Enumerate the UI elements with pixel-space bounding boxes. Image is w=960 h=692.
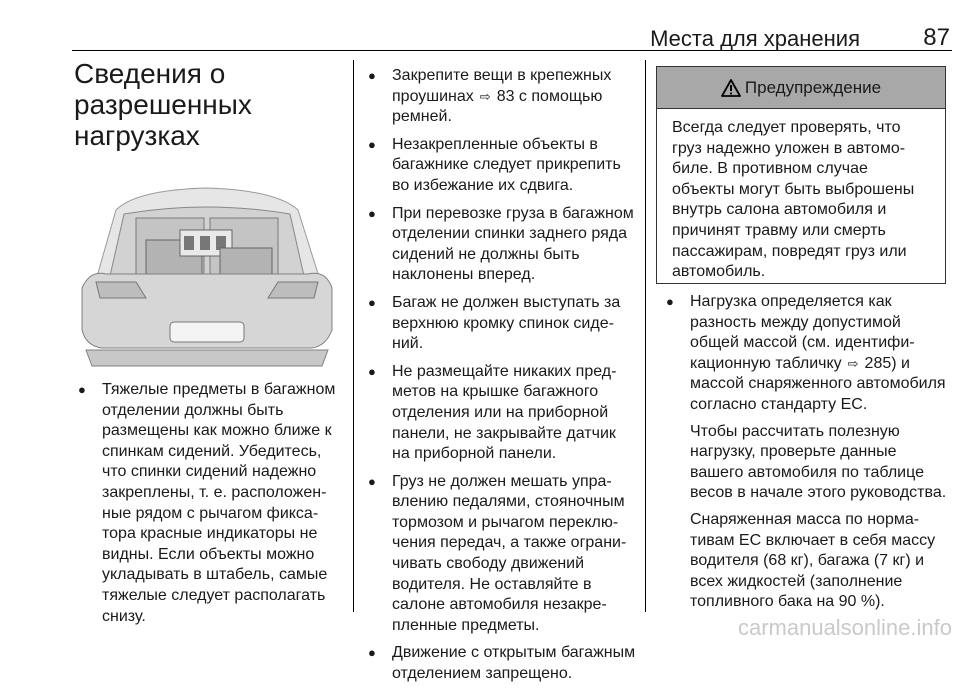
page-ref[interactable]: 285 [864, 354, 892, 372]
column-divider-2 [645, 60, 646, 612]
warning-triangle-icon [721, 79, 741, 97]
warning-text: Всегда следует проверять, что груз надежно уложен в автомобиле. В противном случае объекты могут быть выброшены внутрь салона автомобиля и причинят травму или смерть пассажирам, повредят груз или автомобиль. [672, 119, 915, 281]
page-ref-icon: ⇨ [479, 88, 491, 104]
warning-header [657, 67, 945, 109]
page-ref-icon: ⇨ [847, 355, 859, 371]
car-trunk-illustration [76, 170, 338, 370]
warning-box [656, 66, 946, 284]
warning-title: Предупреждение [744, 77, 882, 97]
running-title: Места для хранения [650, 26, 860, 51]
col3-bullets [664, 292, 954, 620]
list-item: ● Багаж не должен выступать за верхнюю кромку спинок сидений. [366, 293, 638, 355]
col1-bullets [76, 380, 342, 634]
col2-bullets [366, 66, 638, 692]
list-item: ● Незакрепленные объекты в багажнике следует прикрепить во избежание их сдвига. [366, 135, 638, 197]
column-divider-1 [353, 60, 354, 612]
list-item: ● Не размещайте никаких предметов на крышке багажного отделения или на приборной панели, не закрывайте датчик на приборной панели. [366, 362, 638, 465]
watermark: carmanualsonline.info [737, 615, 952, 640]
section-heading: Сведения о разрешенных нагрузках [74, 58, 252, 151]
list-item: ● Нагрузка определяется как разность между допустимой общей массой (см. идентификационную табличку ⇨ 285) и массой снаряженного автомобиля согласно стандарту ЕС. Чтобы рассчитать полезную нагрузку, проверьте данные вашего автомобиля по таблице весов в начале этого руководства. Снаряженная масса по нормативам ЕС включает в себя массу водителя (68 кг), багажа (7 кг) и всех жидкостей (заполнение топливного бака на 90 %). [664, 292, 954, 613]
list-item: ● Движение с открытым багажным отделением запрещено. [366, 643, 638, 684]
page-ref[interactable]: 83 [496, 87, 515, 105]
list-item: ● Закрепите вещи в крепежных проушинах ⇨ 83 с помощью ремней. [366, 66, 638, 128]
list-item: ● При перевозке груза в багажном отделении спинки заднего ряда сидений не должны быть наклонены вперед. [366, 204, 638, 286]
page-number: 87 [923, 24, 950, 51]
list-item: ● Груз не должен мешать управлению педалями, стояночным тормозом и рычагом переключения передач, а также ограничивать свободу движений водителя. Не оставляйте в салоне автомобиля незакрепленные предметы. [366, 472, 638, 637]
list-item: ● Тяжелые предметы в багажном отделении должны быть размещены как можно ближе к спинкам сидений. Убедитесь, что спинки сидений надежно закреплены, т. е. расположенные рядом с рычагом фиксатора красные индикаторы не видны. Если объекты можно укладывать в штабель, самые тяжелые следует располагать снизу. [76, 380, 342, 627]
